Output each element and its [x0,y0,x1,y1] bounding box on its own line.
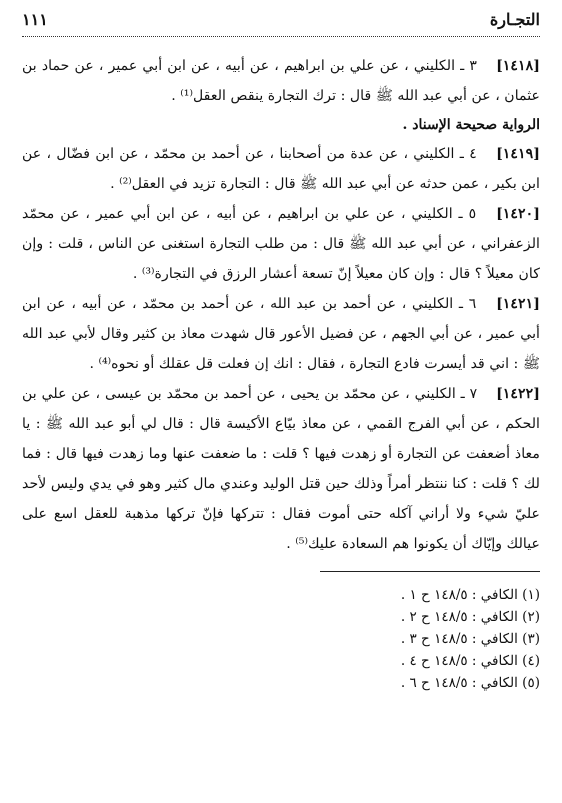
hadith-number: [١٤٢١] [496,296,540,312]
footnote: (١) الكافي : ١٤٨/٥ ح ١ . [400,587,540,603]
hadith-paragraph [22,379,540,559]
hadith-number: [١٤١٨] [496,58,540,74]
hadith-number: [١٤٢٢] [496,386,540,402]
book-page [22,10,540,793]
hadith-text: ٥ ـ الكليني ، عن علي بن ابراهيم ، عن أبيه ، عن ابن أبي عمير ، عن محمّد الزعفراني ، عن أبي عبد الله ﷺ قال : من طلب التجارة استغنى عن الناس ، قلت : وإن كان معيلاً ؟ قال : وإن كان معيلاً إنّ تسعة أعشار الرزق في التجارة⁽³⁾ . [22,206,540,282]
hadith-paragraph [22,199,540,289]
hadith-text: ٣ ـ الكليني ، عن علي بن ابراهيم ، عن أبيه ، عن ابن أبي عمير ، عن حماد بن عثمان ، عن أبي عبد الله ﷺ قال : ترك التجارة ينقص العقل⁽¹⁾ . [22,58,540,104]
hadith-text: ٤ ـ الكليني ، عن عدة من أصحابنا ، عن أحمد بن محمّد ، عن ابن فضّال ، عن ابن بكير ، عمن حدثه عن أبي عبد الله ﷺ قال : التجارة تزيد في العقل⁽²⁾ . [22,146,540,192]
hadith-number: [١٤٢٠] [496,206,540,222]
chapter-title: التجـارة [489,10,540,29]
hadith-text: ٦ ـ الكليني ، عن أحمد بن عبد الله ، عن أحمد بن محمّد ، عن أبيه ، عن ابن أبي عمير ، عن أبي الجهم ، عن فضيل الأعور قال شهدت معاذ بن كثير وقال لأبي عبد الله ﷺ : اني قد أيسرت فادع التجارة ، فقال : انك إن فعلت قل عقلك أو نحوه⁽⁴⁾ . [22,296,540,372]
footnote-divider [320,571,540,572]
hadith-number: [١٤١٩] [496,146,540,162]
footnote: (٤) الكافي : ١٤٨/٥ ح ٤ . [400,653,540,669]
footnote: (٥) الكافي : ١٤٨/٥ ح ٦ . [400,675,540,691]
running-header [22,10,540,37]
hadith-text: ٧ ـ الكليني ، عن محمّد بن يحيى ، عن أحمد بن محمّد بن عيسى ، عن علي بن الحكم ، عن أبي الفرج القمي ، عن معاذ بيّاع الأكيسة قال : قال لي أبو عبد الله ﷺ : يا معاذ أضعفت عن التجارة أو زهدت فيها ؟ قلت : ما ضعفت عنها وما زهدت فيها قال : فما لك ؟ قلت : كنا ننتظر أمراً وذلك حين قتل الوليد وعندي مال كثير وهو في يدي وليس لأحد عليّ شيء ولا أراني آكله حتى أموت فقال : تتركها فإنّ تركها مذهبة للعقل اسع على عيالك وإيّاك أن يكونوا هم السعادة عليك⁽⁵⁾ . [22,386,540,552]
page-body [22,51,540,559]
footnotes [22,584,540,694]
hadith-paragraph [22,139,540,199]
footnote: (٣) الكافي : ١٤٨/٥ ح ٣ . [400,631,540,647]
chain-note: الرواية صحيحة الإسناد . [402,117,540,133]
hadith-paragraph [22,289,540,379]
hadith-paragraph [22,51,540,111]
footnote: (٢) الكافي : ١٤٨/٥ ح ٢ . [400,609,540,625]
page-number: ١١١ [22,10,48,29]
